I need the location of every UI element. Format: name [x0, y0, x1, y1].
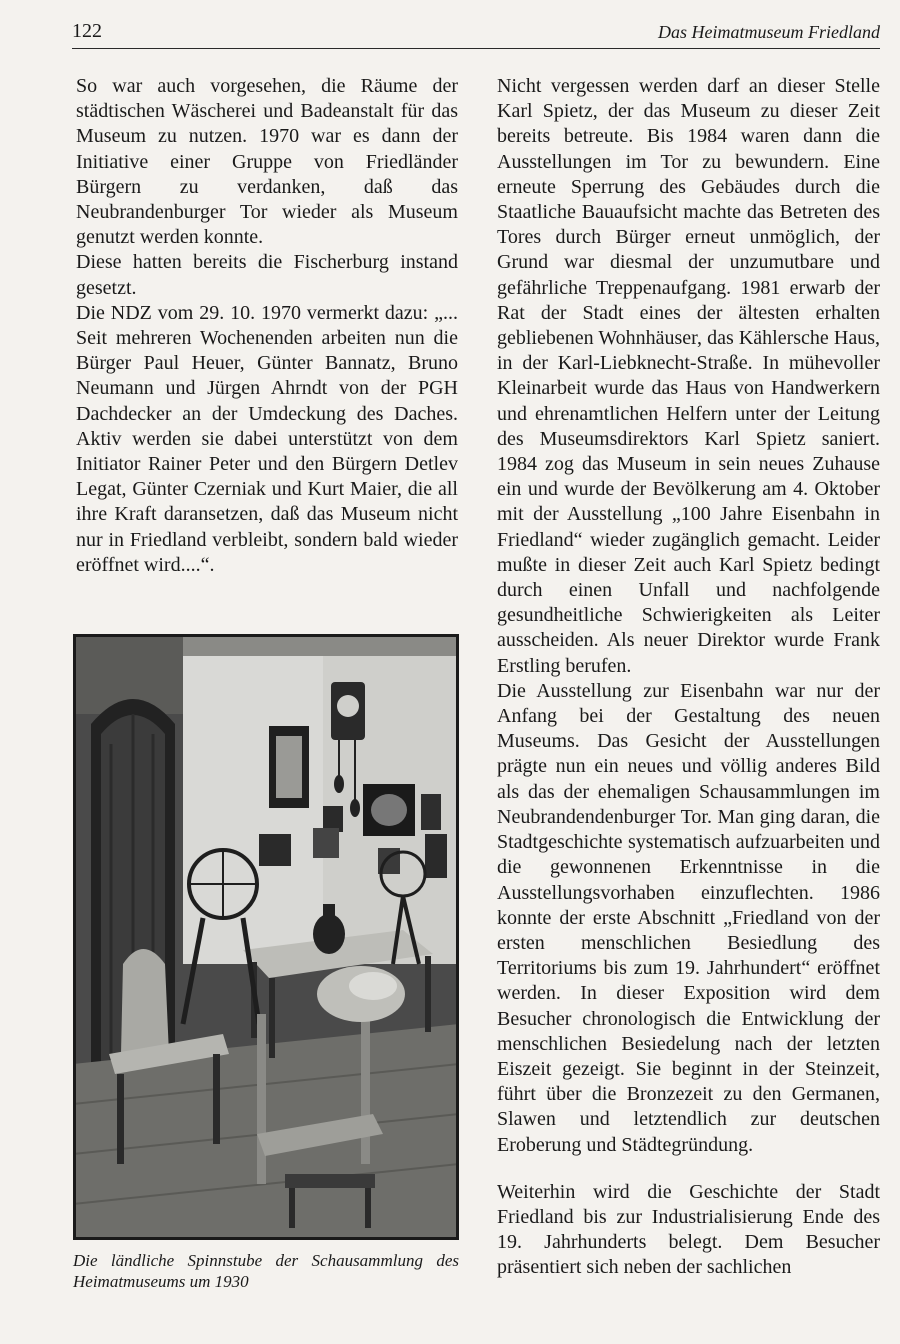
paragraph: Die NDZ vom 29. 10. 1970 vermerkt dazu: „... Seit mehreren Wochenenden arbeiten nun die Bürger Paul Heuer, Günter Bannatz, Bruno Neumann und Jürgen Ahrndt von der PGH Dachdecker an der Umdeckung des Daches. Aktiv werden sie dabei unterstützt von dem Initiator Rainer Peter und den Bürgern Detlev Legat, Günter Czerniak und Kurt Maier, die all ihre Kraft daransetzen, daß das Museum nicht nur in Friedland verbleibt, sondern bald wieder eröffnet wird....“. — [76, 301, 458, 576]
spinning-room-photo — [73, 634, 459, 1240]
figure-caption: Die ländliche Spinnstube der Schausammlung des Heimatmuseums um 1930 — [73, 1251, 459, 1291]
running-title: Das Heimatmuseum Friedland — [658, 22, 880, 42]
paragraph: So war auch vorgesehen, die Räume der städtischen Wäscherei und Badeanstalt für das Museum zu nutzen. 1970 war es dann der Initiative einer Gruppe von Friedländer Bürgern zu verdanken, daß das Neubrandenburger Tor wieder als Museum genutzt werden konnte. — [76, 75, 458, 249]
page-header — [72, 18, 880, 49]
paragraph: Die Ausstellung zur Eisenbahn war nur der Anfang bei der Gestaltung des neuen Museums. Das Gesicht der Ausstellungen prägte nun ein neues und völlig anderes Bild als das der ehemaligen Schausammlungen im Neubrandendenburger Tor. Man ging daran, die Stadtgeschichte systematisch aufzuarbeiten und die gewonnenen Erkenntnisse in die Ausstellungsvorhaben einzuflechten. 1986 konnte der erste Abschnitt „Friedland von der ersten menschlichen Besiedlung des Territoriums bis zum 19. Jahrhundert“ eröffnet werden. In dieser Exposition wird dem Besucher chronologisch die Entwicklung der menschlichen Besiedelung nach der letzten Eiszeit gezeigt. Sie beginnt in der Steinzeit, führt über die Bronzezeit zu den Germanen, Slawen und letztendlich zur deutschen Eroberung und Städtegründung. — [497, 679, 880, 1156]
page-number: 122 — [72, 20, 102, 42]
paragraph: Weiterhin wird die Geschichte der Stadt Friedland bis zur Industrialisierung Ende des 19. Jahrhunderts belegt. Dem Besucher präsentiert sich neben der sachlichen — [497, 1180, 880, 1279]
left-column — [76, 74, 458, 578]
paragraph: Nicht vergessen werden darf an dieser Stelle Karl Spietz, der das Museum zu dieser Zeit bereits betreute. Bis 1984 waren dann die Ausstellungen im Tor zu bewundern. Eine erneute Sperrung des Gebäudes durch die Staatliche Bauaufsicht machte das Betreten des Tores durch Bürger erneut unmöglich, der Grund war diesmal der unzumutbare und gefährliche Treppenaufgang. 1981 erwarb der Rat der Stadt eines der ältesten erhalten gebliebenen Wohnhäuser, das Kählersche Haus, in der Karl-Liebknecht-Straße. In mühevoller Kleinarbeit wurde das Haus von Handwerkern und ehrenamtlichen Helfern unter der Leitung des Museumsdirektors Karl Spietz saniert. 1984 zog das Museum in sein neues Zuhause ein und wurde der Bevölkerung am 4. Oktober mit der Ausstellung „100 Jahre Eisenbahn in Friedland“ wieder zugänglich gemacht. Leider mußte in dieser Zeit auch Karl Spietz bedingt durch einen Unfall und nachfolgende gesundheitliche Schwierigkeiten als Leiter ausscheiden. Als neuer Direktor wurde Frank Erstling berufen. — [497, 75, 880, 677]
paragraph: Diese hatten bereits die Fischerburg instand gesetzt. — [76, 251, 458, 299]
right-column — [497, 74, 880, 1281]
